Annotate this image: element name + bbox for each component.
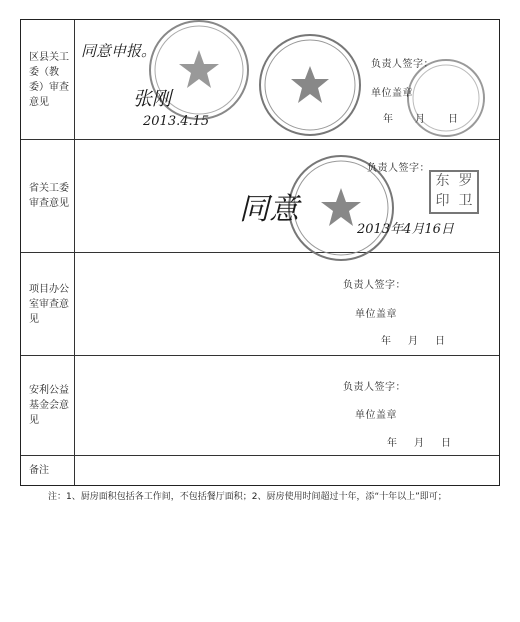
row-county-review (21, 20, 499, 140)
handwritten-date: 2013年4月16日 (357, 222, 454, 237)
seal-char: 罗 (458, 173, 473, 189)
signer-label: 负责人签字： (343, 382, 406, 393)
handwritten-opinion: 同意申报。 (81, 42, 157, 60)
row-label: 备注 (29, 465, 49, 476)
label-cell (21, 456, 75, 485)
date-year: 年 (387, 438, 398, 449)
date-year: 年 (383, 114, 394, 125)
footnote: 注：1、厨房面积包括各工作间，不包括餐厅面积；2、厨房使用时间超过十年，添“十年以上”即可； (48, 492, 447, 502)
row-foundation-review (21, 356, 499, 456)
row-label: 区县关工委（教委）审查意见 (29, 51, 69, 108)
seal-char: 东 (435, 173, 450, 189)
date-month: 月 (408, 336, 419, 347)
handwritten-date: 2013.4.15 (143, 114, 210, 129)
row-project-office-review (21, 253, 499, 356)
date-month: 月 (415, 114, 426, 125)
label-cell (21, 20, 75, 139)
square-seal-stamp (429, 170, 479, 214)
handwritten-opinion: 同意 (239, 192, 299, 227)
row-remarks (21, 456, 499, 485)
date-year: 年 (381, 336, 392, 347)
seal-label: 单位盖章 (371, 88, 413, 99)
official-seal-stamp (257, 32, 363, 138)
date-day: 日 (435, 336, 446, 347)
row-label: 项目办公室审查意见 (29, 283, 69, 325)
label-cell (21, 253, 75, 355)
seal-char: 印 (435, 193, 450, 209)
date-day: 日 (441, 438, 452, 449)
row-label: 安利公益基金会意见 (29, 385, 69, 426)
label-cell (21, 140, 75, 252)
label-cell (21, 356, 75, 455)
date-day: 日 (448, 114, 459, 125)
seal-label: 单位盖章 (355, 309, 397, 320)
row-label: 省关工委审查意见 (29, 183, 69, 209)
seal-label: 单位盖章 (355, 410, 397, 421)
signer-label: 负责人签字： (367, 163, 430, 174)
handwritten-signature: 张刚 (133, 88, 172, 110)
row-provincial-review (21, 140, 499, 253)
review-form-table (20, 19, 500, 486)
date-month: 月 (414, 438, 425, 449)
signer-label: 负责人签字： (371, 59, 434, 70)
seal-char: 卫 (458, 193, 473, 209)
signer-label: 负责人签字： (343, 280, 406, 291)
